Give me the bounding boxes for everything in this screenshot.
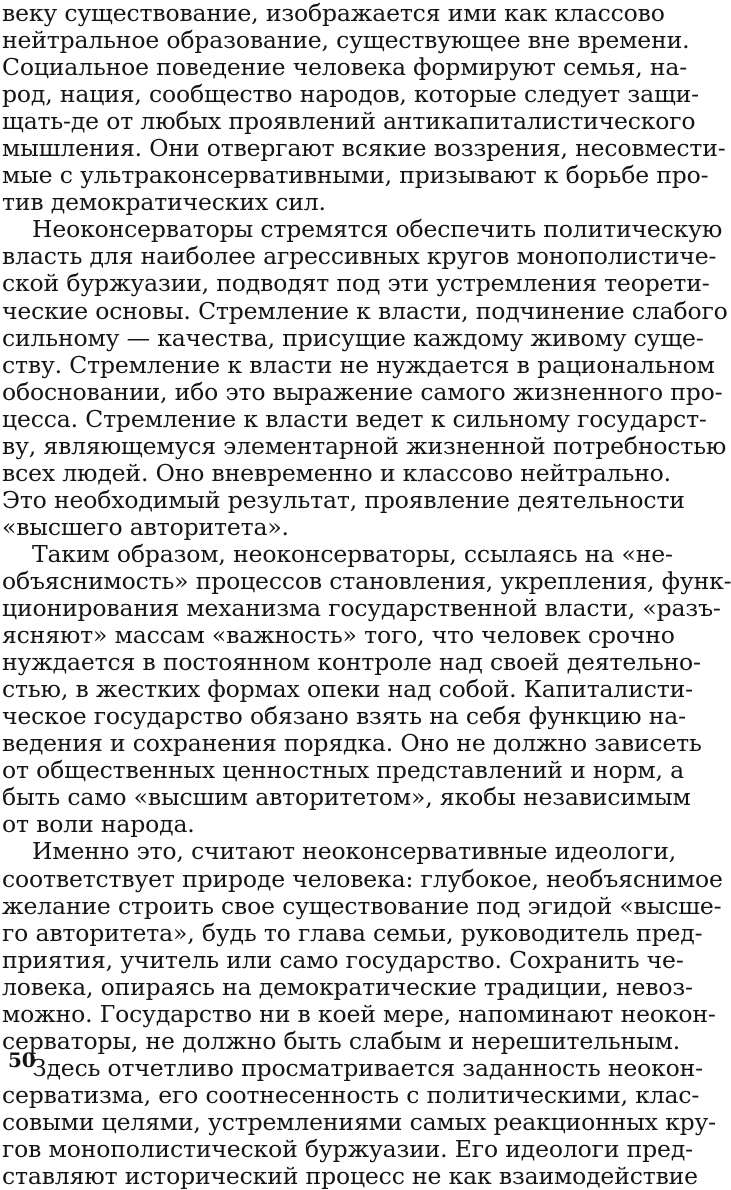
text-line: мые с ультраконсервативными, призывают к борьбе про-	[2, 161, 709, 190]
text-line: гов монополистической буржуазии. Его идеологи пред-	[2, 1134, 693, 1163]
paragraph	[2, 837, 723, 1055]
text-line: соответствует природе человека: глубокое, необъяснимое	[2, 864, 723, 893]
text-line: ставляют исторический процесс не как взаимодействие	[2, 1162, 698, 1190]
text-line: всех людей. Оно вневременно и классово нейтрально.	[2, 458, 671, 487]
paragraph	[2, 0, 726, 217]
text-line: желание строить свое существование под эгидой «высше-	[2, 891, 722, 920]
text-line: можно. Государство ни в коей мере, напоминают неокон-	[2, 999, 716, 1028]
text-line: приятия, учитель или само государство. Сохранить че-	[2, 945, 684, 974]
text-line: власть для наиболее агрессивных кругов монополистиче-	[2, 242, 717, 271]
text-line: ловека, опираясь на демократические традиции, невоз-	[2, 972, 693, 1001]
text-line: ясняют» массам «важность» того, что человек срочно	[2, 621, 675, 650]
text-line: веку существование, изображается ими как классово	[2, 0, 665, 27]
text-line: сильному — качества, присущие каждому живому суще-	[2, 323, 704, 352]
text-line: от воли народа.	[2, 810, 195, 839]
text-line: Социальное поведение человека формируют семья, на-	[2, 53, 688, 82]
text-line: обосновании, ибо это выражение самого жизненного про-	[2, 377, 723, 406]
text-line: ву, являющемуся элементарной жизненной потребностью	[2, 431, 727, 460]
book-page	[2, 0, 731, 1190]
text-line: цесса. Стремление к власти ведет к сильному государст-	[2, 404, 707, 433]
text-line: Именно это, считают неоконсервативные идеологи,	[32, 837, 677, 866]
text-line: мышления. Они отвергают всякие воззрения, несовмести-	[2, 134, 726, 163]
paragraph	[2, 215, 728, 541]
text-line: ской буржуазии, подводят под эти устремления теорети-	[2, 269, 710, 298]
text-line: Таким образом, неоконсерваторы, ссылаясь на «не-	[32, 539, 673, 568]
text-line: ческие основы. Стремление к власти, подчинение слабого	[2, 296, 728, 325]
text-line: «высшего авторитета».	[2, 512, 289, 541]
text-line: Неоконсерваторы стремятся обеспечить политическую	[32, 215, 723, 244]
text-line: стью, в жестких формах опеки над собой. Капиталисти-	[2, 675, 693, 704]
text-line: ству. Стремление к власти не нуждается в рациональном	[2, 350, 715, 379]
text-line: род, нация, сообщество народов, которые следует защи-	[2, 80, 699, 109]
text-line: быть само «высшим авторитетом», якобы независимым	[2, 783, 691, 812]
paragraph	[2, 1053, 716, 1190]
text-line: нейтральное образование, существующее вне времени.	[2, 26, 690, 55]
text-line: Это необходимый результат, проявление деятельности	[2, 485, 685, 514]
text-line: серваторы, не должно быть слабым и нерешительным.	[2, 1026, 681, 1055]
text-line: совыми целями, устремлениями самых реакционных кру-	[2, 1107, 716, 1136]
text-line: ведения и сохранения порядка. Оно не должно зависеть	[2, 729, 702, 758]
text-line: го авторитета», будь то глава семьи, руководитель пред-	[2, 918, 703, 947]
text-line: серватизма, его соотнесенность с политическими, клас-	[2, 1080, 700, 1109]
text-line: Здесь отчетливо просматривается заданность неокон-	[32, 1053, 703, 1082]
text-line: тив демократических сил.	[2, 188, 326, 217]
page-number: 50	[8, 1048, 36, 1072]
text-line: объяснимость» процессов становления, укрепления, функ-	[2, 566, 731, 595]
text-line: нуждается в постоянном контроле над своей деятельно-	[2, 648, 701, 677]
text-line: ческое государство обязано взять на себя функцию на-	[2, 702, 686, 731]
paragraph	[2, 539, 731, 839]
page-text-body	[2, 0, 731, 1190]
text-line: щать-де от любых проявлений антикапиталистического	[2, 107, 696, 136]
text-line: от общественных ценностных представлений и норм, а	[2, 756, 684, 785]
text-line: ционирования механизма государственной власти, «разъ-	[2, 594, 721, 623]
